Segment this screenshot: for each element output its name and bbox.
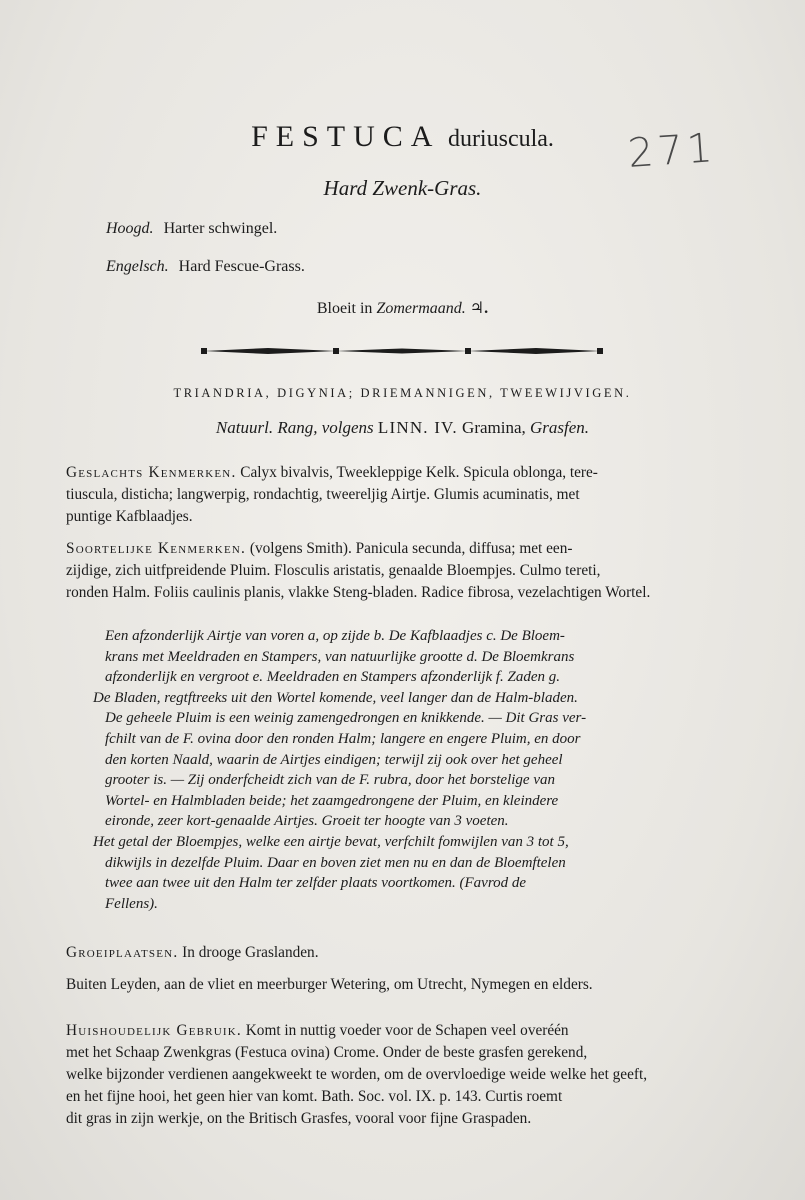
vernacular-lang: Hoogd.: [106, 220, 154, 237]
description-line: krans met Meeldraden en Stampers, van natuurlijke grootte d. De Bloemkrans: [105, 648, 575, 665]
natural-order: Natuurl. Rang, volgens LINN. IV. Gramina, Grasfen.: [215, 418, 590, 437]
description-line: De Bladen, regtftreeks uit den Wortel komende, veel langer dan de Halm-bladen.: [93, 689, 578, 706]
handwritten-page-number: 271: [626, 124, 718, 178]
vernacular-name: Hard Fescue-Grass.: [178, 258, 305, 275]
description-line: Wortel- en Halmbladen beide; het zaamgedrongene der Pluim, en kleindere: [105, 792, 559, 809]
section-heading: Geslachts Kenmerken.: [66, 464, 237, 481]
section-heading: Soortelijke Kenmerken.: [66, 540, 247, 557]
ornamental-rule: [200, 340, 606, 362]
section-heading: Huishoudelijk Gebruik.: [66, 1022, 242, 1039]
description-line: afzonderlijk en vergroot e. Meeldraden en Stampers afzonderlijk f. Zaden g.: [105, 669, 561, 686]
description-line: den korten Naald, waarin de Airtjes eindigen; terwijl zij ook over het geheel: [105, 751, 563, 768]
title-genus: FESTUCA: [251, 120, 441, 153]
description-line: twee aan twee uit den Halm ter zelfder plaats voortkomen. (Favrod de: [105, 875, 527, 892]
vernacular-english: [106, 258, 305, 276]
habitat: Groeiplaatsen. In drooge Graslanden.: [66, 944, 319, 961]
description-line: grooter is. — Zij onderfcheidt zich van de F. rubra, door het borstelige van: [105, 772, 555, 789]
vernacular-name: Harter schwingel.: [163, 220, 278, 237]
linnaean-classification: TRIANDRIA, DIGYNIA; DRIEMANNIGEN, TWEEWIJVIGEN.: [173, 386, 632, 400]
title-species: duriuscula.: [447, 126, 554, 152]
economic-use: Huishoudelijk Gebruik. Komt in nuttig voeder voor de Schapen veel overéén met het Schaap Zwenkgras (Festuca ovina) Crome. Onder de beste grasfen gerekend, welke bijzonder verdienen aangekweekt te worden, om de overvloedige weide welke het geeft, en het fijne hooi, het geen hier van komt. Bath. Soc. vol. IX. p. 143. Curtis roemt dit gras in zijn werkje, on the Britisch Grasfes, vooral voor fijne Graspaden.: [66, 1022, 648, 1127]
flowering-time: Bloeit in Zomermaand. ♃.: [316, 300, 489, 317]
description-line: Het getal der Bloempjes, welke een airtje bevat, verfchilt fomwijlen van 3 tot 5,: [93, 833, 569, 850]
vernacular-lang: Engelsch.: [106, 258, 169, 275]
description-line: De geheele Pluim is een weinig zamengedrongen en knikkende. — Dit Gras ver-: [105, 710, 587, 727]
description-line: Fellens).: [105, 895, 158, 912]
common-name: Hard Zwenk-Gras.: [323, 176, 482, 200]
species-characteristics: Soortelijke Kenmerken. (volgens Smith). Panicula secunda, diffusa; met een- zijdige, zich uitfpreidende Pluim. Flosculis aristatis, genaalde Bloempjes. Culmo tereti, ronden Halm. Foliis caulinis planis, vlakke Steng-bladen. Radice fibrosa, vezelachtigen Wortel.: [66, 540, 651, 601]
section-heading: Groeiplaatsen.: [66, 944, 179, 961]
genus-characteristics: Geslachts Kenmerken. Calyx bivalvis, Tweekleppige Kelk. Spicula oblonga, tere- tiuscula, disticha; langwerpig, rondachtig, tweereljig Airtje. Glumis acuminatis, met puntige Kafblaadjes.: [66, 464, 598, 525]
localities: Buiten Leyden, aan de vliet en meerburger Wetering, om Utrecht, Nymegen en elders.: [66, 976, 593, 993]
plate-description: [93, 626, 765, 914]
vernacular-german: [106, 220, 277, 238]
description-line: eironde, zeer kort-genaalde Airtjes. Groeit ter hoogte van 3 voeten.: [105, 813, 509, 830]
description-line: fchilt van de F. ovina door den ronden Halm; langere en engere Pluim, en door: [105, 730, 581, 747]
description-line: Een afzonderlijk Airtje van voren a, op zijde b. De Kafblaadjes c. De Bloem-: [105, 628, 565, 644]
description-line: dikwijls in dezelfde Pluim. Daar en boven ziet men nu en dan de Bloemftelen: [105, 854, 566, 871]
